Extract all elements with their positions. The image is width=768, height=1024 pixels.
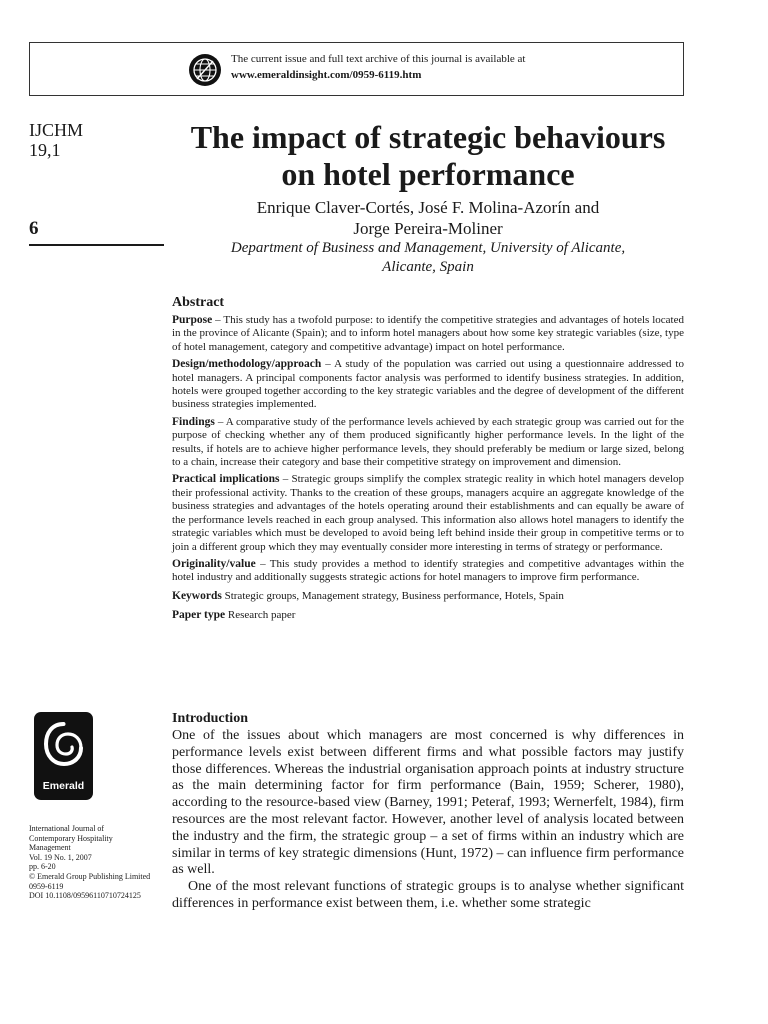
section-label: Findings bbox=[172, 415, 215, 428]
abstract-practical-implications bbox=[172, 473, 684, 553]
paper-type bbox=[172, 608, 684, 622]
abstract-purpose bbox=[172, 314, 684, 354]
journal-info-line: International Journal of bbox=[29, 824, 105, 833]
section-text: – Strategic groups simplify the complex strategic reality in which hotel managers develop their professional activity. Thanks to the creation of these groups, managers acquire an aggregate knowledge of the business strategies and advantages of the hotels operating around their establishments and can equally be aware of the performance levels reached in each group analysed. This information also allows hotel managers to identify the strategic variables which must be developed to avoid being left behind inside their group in competitive terms or to join a different group which they may eventually consider more interesting in terms of strategy or performance. bbox=[172, 473, 685, 553]
abstract-design bbox=[172, 358, 684, 412]
journal-abbrev: IJCHM bbox=[29, 120, 84, 140]
affiliation-line-1: Department of Business and Management, University of Alicante, bbox=[230, 240, 626, 256]
section-text: – This study provides a method to identify strategies and competitive advantages within the hotel industry and additionally suggests strategic actions for hotel managers to improve firm performance. bbox=[172, 557, 684, 584]
journal-info-line: Vol. 19 No. 1, 2007 bbox=[29, 852, 92, 862]
author-affiliation bbox=[172, 239, 684, 277]
authors-line-2: Jorge Pereira-Moliner bbox=[353, 219, 503, 238]
section-label: Purpose bbox=[172, 314, 213, 326]
keywords-text: Strategic groups, Management strategy, Business performance, Hotels, Spain bbox=[221, 589, 564, 602]
introduction-heading: Introduction bbox=[172, 711, 248, 726]
volume-issue: 19,1 bbox=[29, 140, 61, 160]
journal-info-line: Contemporary Hospitality bbox=[29, 833, 113, 843]
abstract-section bbox=[172, 294, 684, 627]
section-text: – This study has a twofold purpose: to identify the competitive strategies and advantages of hotels located in the province of Alicante (Spain); and to inform hotel managers about how some key strategic variables (size, type of hotel management, category and competitive advantage) impact on hotel performance. bbox=[172, 314, 684, 353]
introduction-paragraph-1: One of the issues about which managers are most concerned is why differences in performance levels exist between different firms and what possible factors may justify those differences. Whereas the industrial organisation approach points at industry structure as the main determining factor for firm performance (Bain, 1959; Scherer, 1980), according to the resource-based view (Barney, 1991; Peteraf, 1993; Wernerfelt, 1984), firm resources are the most relevant factor. However, another level of analysis located between the industry and the firm, the strategic group – a set of firms within an industry which are similar in terms of key strategic dimensions (Hunt, 1972) – can influence firm performance as well. bbox=[172, 728, 684, 878]
emerald-swirl-icon bbox=[42, 720, 85, 768]
margin-rule bbox=[29, 244, 164, 246]
authors-line-1: Enrique Claver-Cortés, José F. Molina-Azorín and bbox=[256, 198, 600, 217]
emerald-wordmark: Emerald bbox=[42, 780, 85, 792]
section-label: Practical implications bbox=[172, 473, 280, 486]
abstract-heading: Abstract bbox=[172, 295, 225, 310]
journal-info-line: © Emerald Group Publishing Limited bbox=[29, 871, 151, 881]
abstract-originality bbox=[172, 558, 684, 585]
journal-code bbox=[29, 120, 83, 160]
abstract-findings bbox=[172, 416, 684, 470]
keywords-label: Keywords bbox=[172, 589, 222, 602]
section-label: Originality/value bbox=[172, 557, 256, 570]
paper-type-label: Paper type bbox=[172, 608, 226, 621]
introduction-section bbox=[172, 710, 684, 913]
journal-info-line: DOI 10.1108/09596110710724125 bbox=[29, 891, 141, 901]
section-text: – A study of the population was carried out using a questionnaire addressed to hotel managers. A principal components factor analysis was performed to identify business strategies. In addition, hotels were grouped together according to the key strategic variables and the degree of development of the different business strategies implemented. bbox=[172, 358, 684, 411]
globe-icon bbox=[188, 53, 222, 87]
journal-access-box bbox=[29, 42, 684, 96]
journal-citation-info bbox=[29, 824, 169, 901]
article-authors bbox=[172, 197, 684, 239]
journal-info-line: pp. 6-20 bbox=[29, 862, 56, 872]
emerald-logo bbox=[34, 712, 93, 800]
section-text: – A comparative study of the performance levels achieved by each strategic group was carried out for the purpose of checking whether any of them produced significantly higher performance levels. In the light of the results, if hotels are to achieve higher performance levels, they should preferably be medium or large sized, belong to a chain, increase their category and base their competitive strategy on improvement and dimension. bbox=[172, 415, 684, 469]
journal-info-line: 0959-6119 bbox=[29, 881, 64, 891]
article-title: The impact of strategic behaviours on hotel performance bbox=[190, 119, 666, 192]
section-label: Design/methodology/approach bbox=[172, 358, 322, 371]
journal-info-line: Management bbox=[29, 843, 71, 853]
affiliation-line-2: Alicante, Spain bbox=[382, 259, 474, 275]
paper-type-text: Research paper bbox=[225, 608, 296, 621]
introduction-paragraph-2: One of the most relevant functions of strategic groups is to analyse whether significant differences in performance exist between them, i.e. whether some strategic bbox=[172, 879, 684, 911]
access-notice: The current issue and full text archive of this journal is available at bbox=[231, 53, 526, 65]
journal-url-link[interactable]: www.emeraldinsight.com/0959-6119.htm bbox=[231, 69, 422, 81]
keywords bbox=[172, 589, 684, 603]
page-number: 6 bbox=[29, 218, 39, 239]
